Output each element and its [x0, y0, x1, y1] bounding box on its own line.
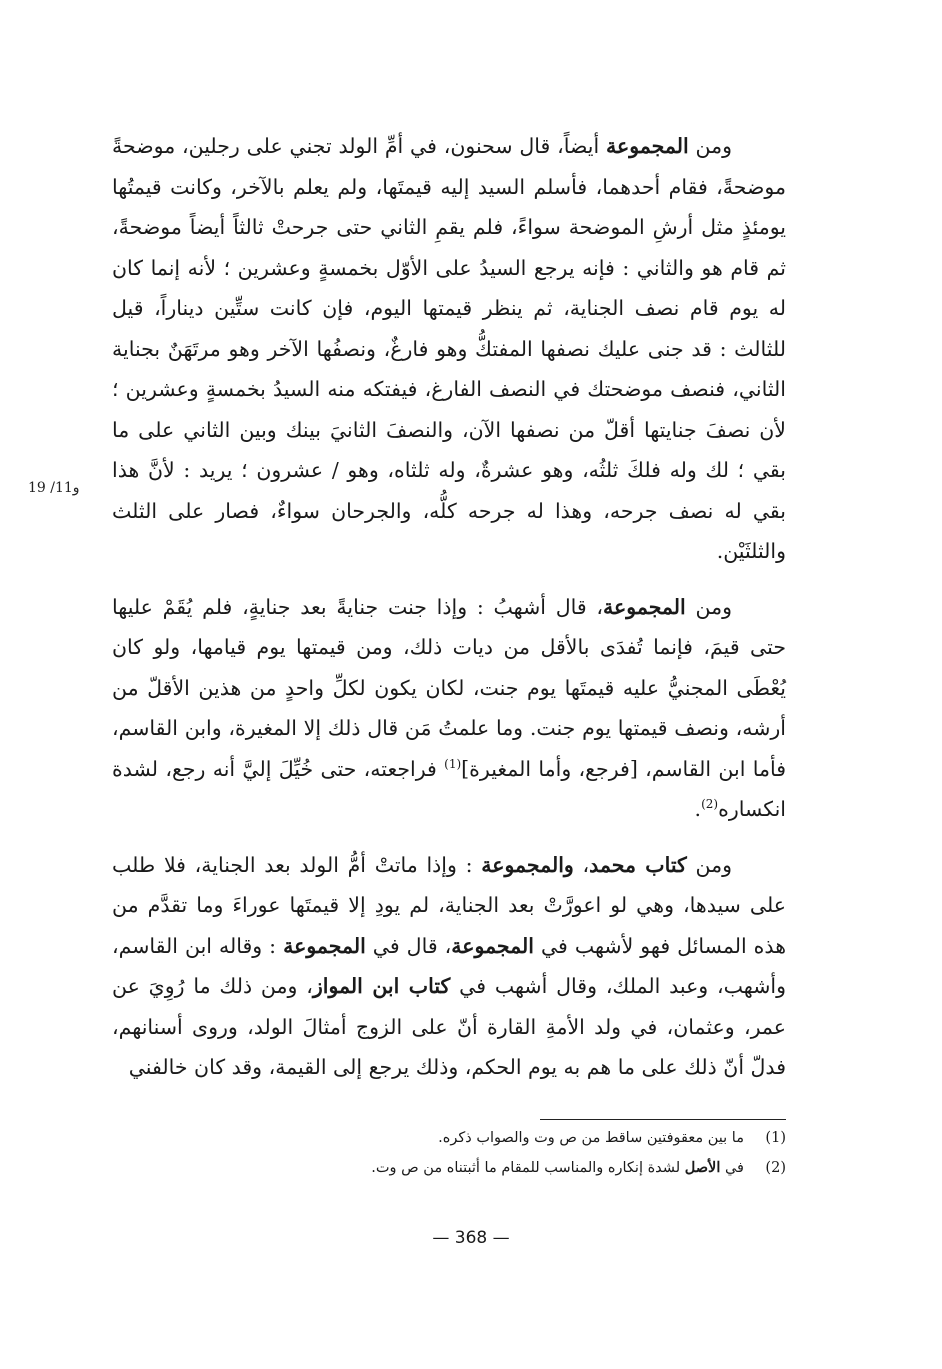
book-title: المجموعة: [283, 933, 366, 958]
footnote-number: (2): [765, 1160, 786, 1176]
book-title: المجموعة: [603, 594, 686, 619]
paragraph-text: ومن: [686, 852, 732, 877]
paragraph-text: فراجعته، حتى خُيِّلَ إليَّ أنه رجع، لشدة انكساره: [112, 756, 786, 821]
book-title: المجموعة: [451, 933, 534, 958]
paragraph-3: [112, 845, 786, 1088]
footnotes: [200, 1124, 786, 1183]
main-text: [112, 126, 786, 1088]
paragraph-2: [112, 587, 786, 830]
book-title: الأصل: [684, 1159, 721, 1176]
book-title: والمجموعة: [481, 852, 574, 877]
footnote-marker: (2): [701, 797, 719, 812]
footnote-text: في: [720, 1160, 744, 1176]
book-title: المجموعة: [605, 134, 689, 158]
paragraph-text: ، قال أشهبُ : وإذا جنت جنايةً بعد جنايةٍ، فلم يُقَمْ عليها حتى قيمَ، فإنما تُفدَى بالأقل من ديات ذلك، ومن قيمتها يوم قيامها، ولو كان يُعْطَى المجنيُّ عليه قيمتَها يوم جنت، لكان يكون لكلِّ واحدٍ من هذين الأقلّ من أرشه، ونصف قيمتها يوم جنت. وما علمتُ مَن قال ذلك إلا المغيرة، وابن القاسم، فأما ابن القاسم، [فرجع، وأما المغيرة]: [112, 594, 786, 781]
book-title: كتاب محمد: [589, 852, 687, 877]
paragraph-text: : وقاله ابن القاسم، وأشهب، وعبد الملك، وقال أشهب في: [112, 933, 787, 998]
paragraph-text: : وإذا ماتتْ أمُّ الولد بعد الجناية، فلا طلب على سيدها، وهي لو اعورَّتْ بعد الجناية، لم يودِ إلا قيمتَها عوراءَ وما تقدَّم من هذه المسائل فهو لأشهب في: [112, 852, 786, 958]
paragraph-text: ومن: [688, 134, 732, 158]
footnote-text: ما بين معقوفتين ساقط من ص وت والصواب ذكره.: [438, 1130, 744, 1146]
manuscript-folio-reference: 19 /11و: [28, 480, 80, 496]
book-title: كتاب ابن المواز: [312, 974, 451, 998]
footnote-text: لشدة إنكاره والمناسب للمقام ما أثبتناه من ص وت.: [371, 1160, 685, 1176]
page-number: — 368 —: [432, 1228, 510, 1248]
paragraph-1: [112, 126, 786, 572]
footnote-2: [200, 1153, 786, 1183]
paragraph-text: ،: [573, 852, 590, 877]
paragraph-text: ، قال في: [365, 933, 452, 958]
footnote-1: [200, 1124, 786, 1153]
footnote-marker: (1): [444, 756, 462, 771]
paragraph-text: ومن: [685, 594, 732, 619]
paragraph-text: .: [694, 797, 702, 821]
paragraph-text: أيضاً، قال سحنون، في أمِّ الولد تجني على رجلين، موضحةً موضحةً، فقام أحدهما، فأسلم السيد إليه قيمتَها، ولم يعلم بالآخر، وكانت قيمتُها يومئذٍ مثل أرشِ الموضحة سواءً، فلم يقمِ الثاني حتى جرحتْ ثالثاً أيضاً موضحةً، ثم قام هو والثاني : فإنه يرجع السيدُ على الأوّل بخمسةٍ وعشرين ؛ لأنه إنما كان له يوم قام نصف الجناية، ثم ينظر قيمتها اليوم، فإن كانت ستِّين ديناراً، قيل للثالث : قد جنى عليك نصفها المفتكُّ وهو فارغٌ، ونصفُها الآخر وهو مرتَهَنٌ بجناية الثاني، فنصف موضحتك في النصف الفارغ، فيفتكه منه السيدُ بخمسةٍ وعشرين ؛ لأن نصفَ جنايتها أقلّ من نصفها الآن، والنصفَ الثانيَ بينك وبين الثاني على ما بقي ؛ لك وله فلكَ ثلثُه، وهو عشرةٌ، وله ثلثاه، وهو / عشرون ؛ يريد : لأنَّ هذا بقي له نصف جرحه، وهذا له جرحه كلُّه، والجرحان سواءٌ، فصار على الثلث والثلثَيْن.: [112, 134, 786, 563]
footnote-separator: [540, 1119, 786, 1120]
footnote-number: (1): [765, 1130, 786, 1146]
paragraph-text: ، ومن ذلك ما رُوِيَ عن عمر، وعثمان، في ولد الأمةِ القارة أنّ على الزوج أمثالَ الولد، وروى أسنانهم، فدلّ أنّ ذلك على ما هم به يوم الحكم، وذلك يرجع إلى القيمة، وقد كان خالفني: [112, 974, 786, 1079]
